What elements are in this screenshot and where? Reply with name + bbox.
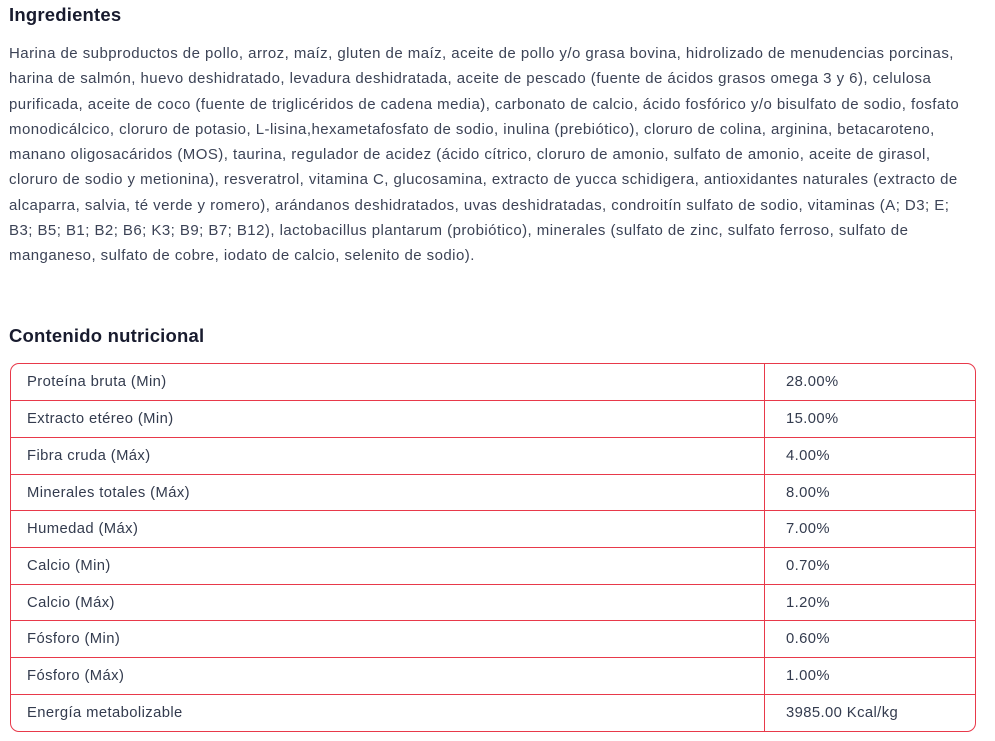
row-label: Fósforo (Máx) — [11, 658, 765, 694]
table-row — [11, 547, 975, 584]
row-value: 1.00% — [786, 668, 830, 685]
table-row — [11, 584, 975, 621]
nutrition-section-title: Contenido nutricional — [9, 324, 205, 346]
table-row — [11, 400, 975, 437]
row-value: 4.00% — [786, 447, 830, 464]
row-label: Proteína bruta (Min) — [11, 364, 765, 401]
row-label: Humedad (Máx) — [11, 511, 765, 547]
ingredients-section-title: Ingredientes — [9, 4, 122, 25]
table-row — [11, 620, 975, 657]
row-label: Extracto etéreo (Min) — [11, 401, 765, 437]
table-row — [11, 694, 975, 731]
table-row — [11, 474, 975, 511]
table-row — [11, 510, 975, 547]
ingredients-text: Harina de subproductos de pollo, arroz, maíz, gluten de maíz, aceite de pollo y/o grasa bovina, hidrolizado de menudencias porcinas, harina de salmón, huevo deshidratado, levadura deshidratada, aceite de pescado (fuente de ácidos grasos omega 3 y 6), celulosa purificada, aceite de coco (fuente de triglicéridos de cadena media), carbonato de calcio, ácido fosfórico y/o bisulfato de sodio, fosfato monodicálcico, cloruro de potasio, L-lisina,hexametafosfato de sodio, inulina (prebiótico), cloruro de colina, arginina, betacaroteno, manano oligosacáridos (MOS), taurina, regulador de acidez (ácido cítrico, cloruro de amonio, sulfato de amonio, aceite de girasol, cloruro de sodio y metionina), resveratrol, vitamina C, glucosamina, extracto de yucca schidigera, antioxidantes naturales (extracto de alcaparra, salvia, té verde y romero), arándanos deshidratados, uvas deshidratadas, condroitín sulfato de sodio, vitaminas (A; D3; E; B3; B5; B1; B2; B6; K3; B9; B7; B12), lactobacillus plantarum (probiótico), minerales (sulfato de zinc, sulfato ferroso, sulfato de manganeso, sulfato de cobre, iodato de calcio, selenito de sodio). — [9, 45, 960, 265]
row-label: Minerales totales (Máx) — [11, 475, 765, 511]
nutrition-table — [10, 363, 976, 732]
row-value: 7.00% — [786, 521, 830, 538]
table-row — [11, 657, 975, 694]
row-value: 15.00% — [786, 411, 839, 428]
row-label: Calcio (Min) — [11, 548, 765, 584]
row-label: Fibra cruda (Máx) — [11, 438, 765, 474]
row-label: Calcio (Máx) — [11, 585, 765, 621]
row-value: 8.00% — [786, 484, 830, 501]
table-row — [11, 364, 975, 401]
row-value: 0.60% — [786, 631, 830, 648]
row-value: 28.00% — [786, 374, 839, 391]
row-value: 3985.00 Kcal/kg — [786, 704, 899, 721]
row-label: Fósforo (Min) — [11, 621, 765, 657]
row-value: 1.20% — [786, 594, 830, 611]
table-row — [11, 437, 975, 474]
row-value: 0.70% — [786, 557, 830, 574]
row-label: Energía metabolizable — [11, 695, 765, 731]
